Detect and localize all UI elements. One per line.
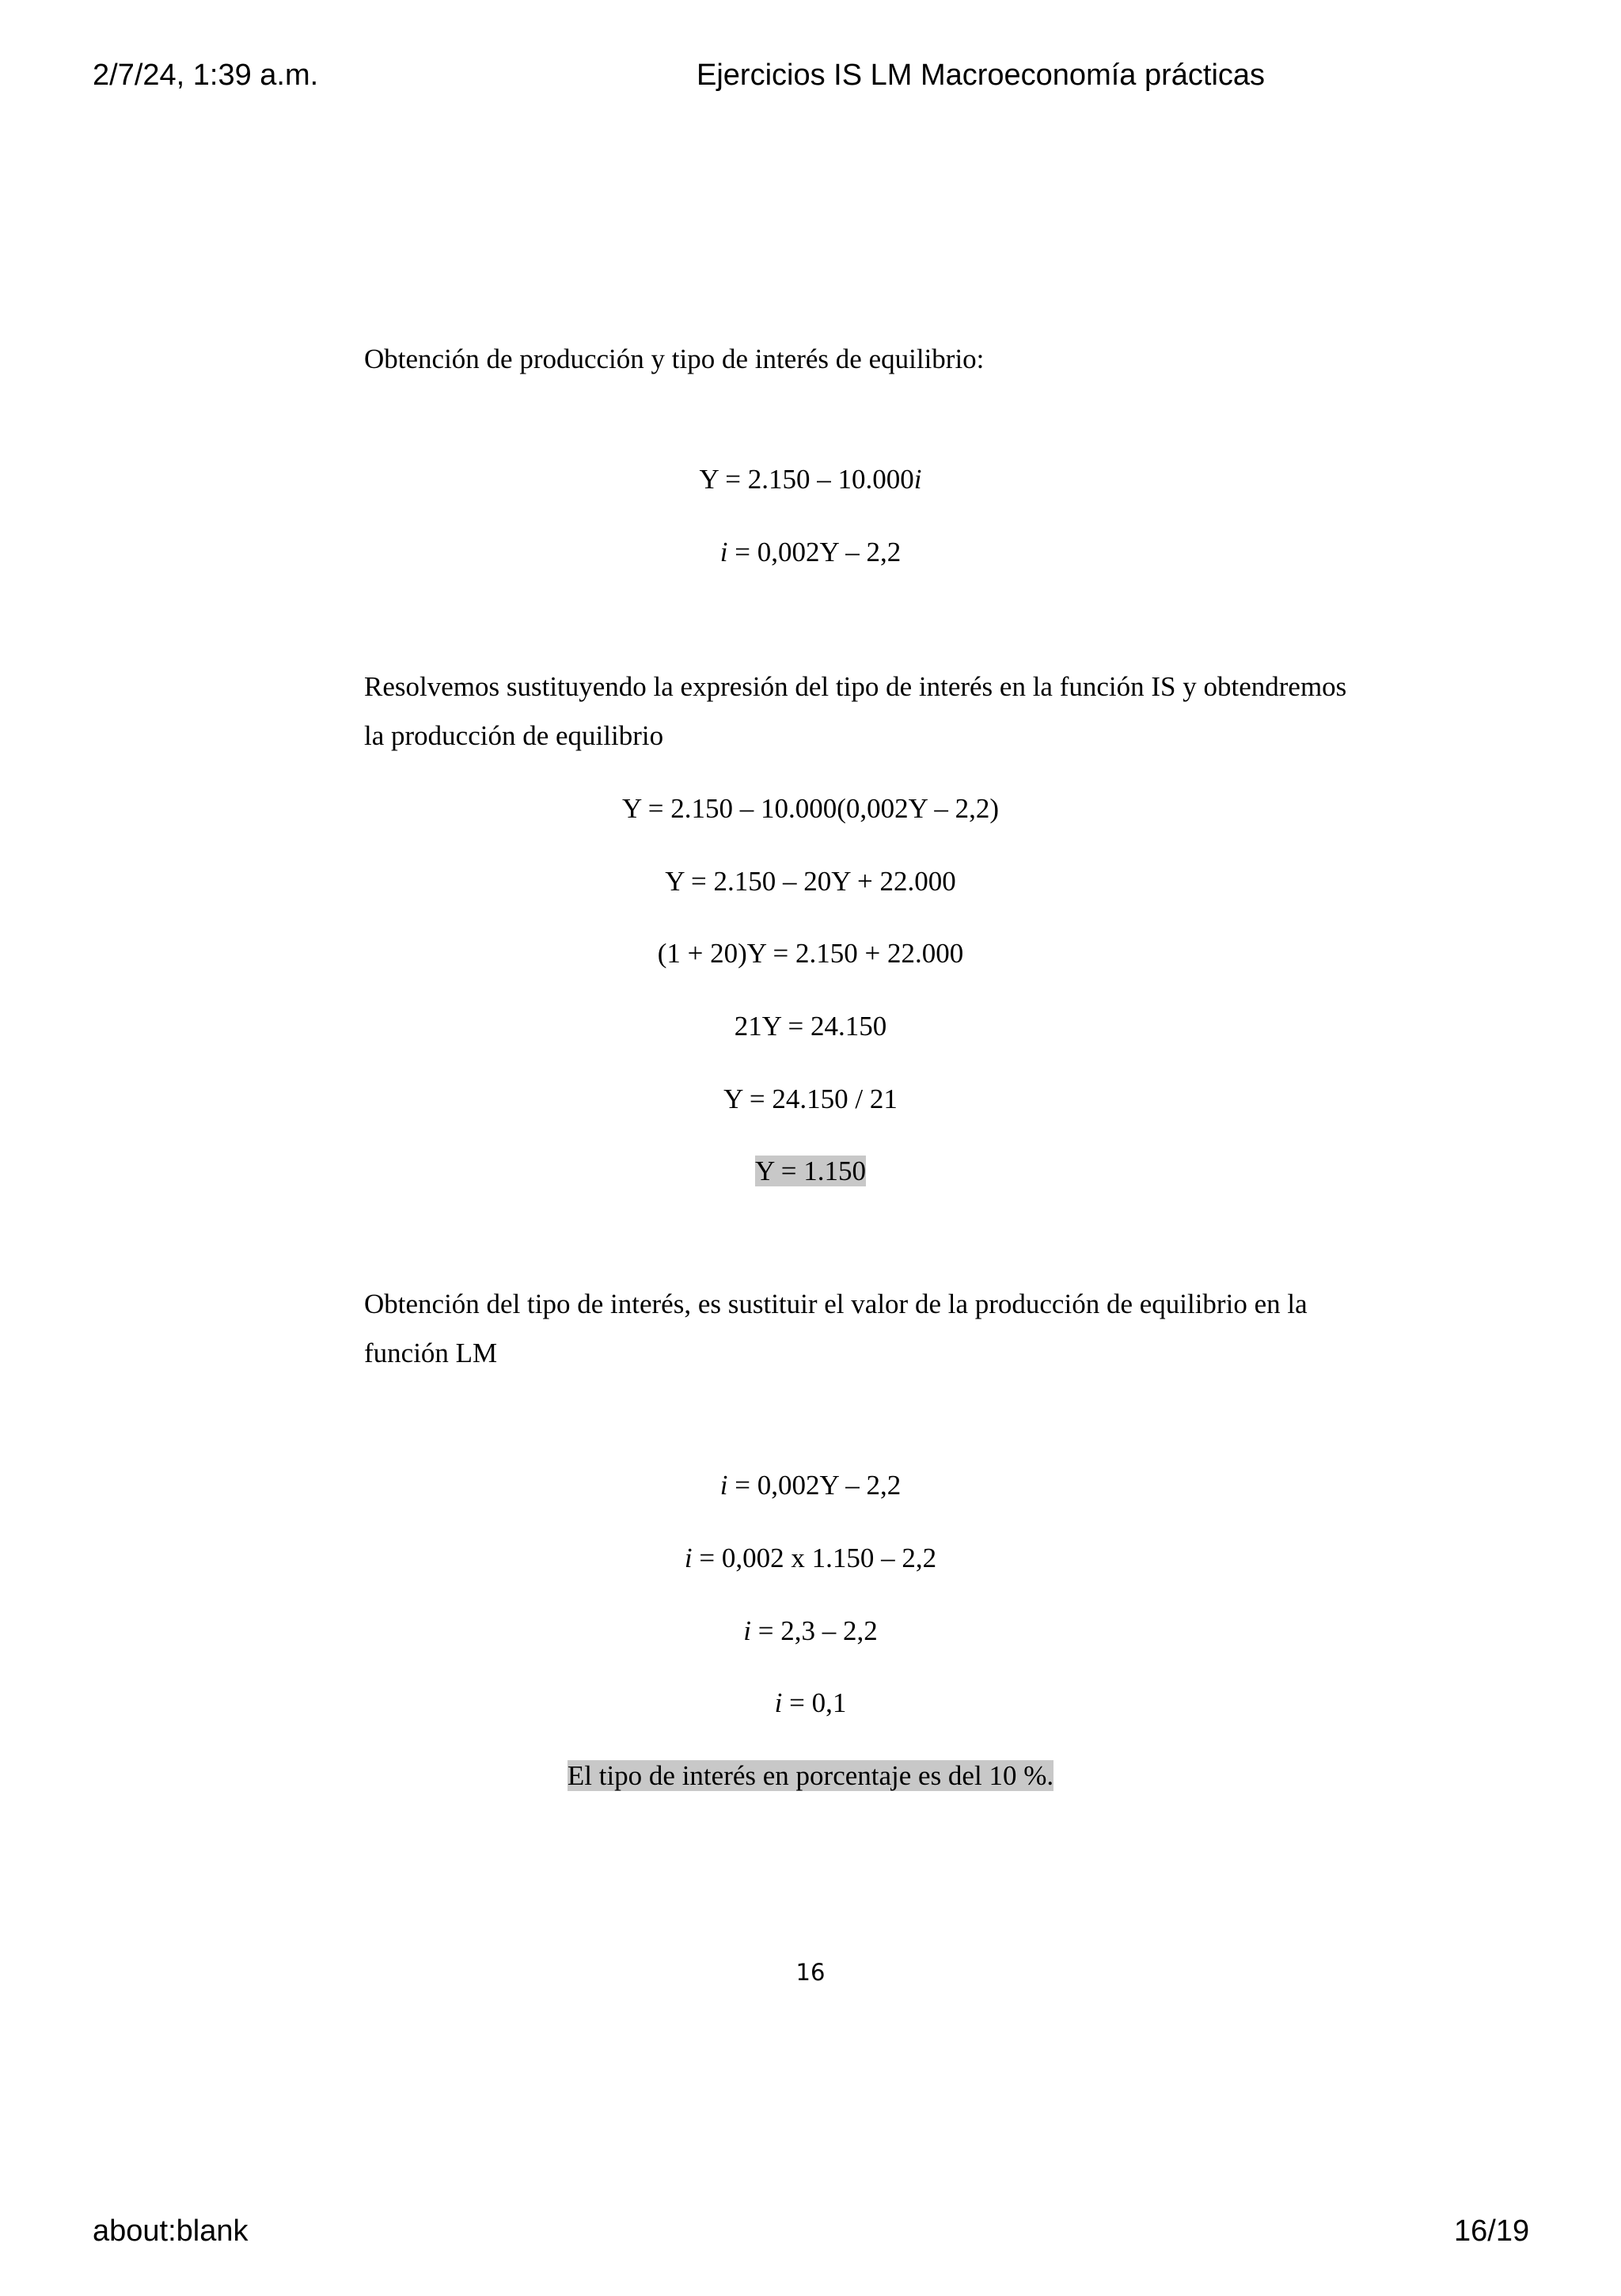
- step-i-3-text: = 2,3 – 2,2: [750, 1615, 878, 1646]
- equation-lm-text: = 0,002Y – 2,2: [727, 537, 902, 567]
- step-i-4: [0, 1686, 1621, 1721]
- interest-var: i: [719, 537, 728, 567]
- interest-var: i: [719, 1470, 728, 1501]
- step-y-5: Y = 24.150 / 21: [723, 1083, 898, 1114]
- interest-var: i: [684, 1543, 693, 1573]
- paragraph-substitution: Resolvemos sustituyendo la expresión del tipo de interés en la función IS y obtendremos la producción de equilibrio: [364, 671, 1347, 751]
- step-i-4-text: = 0,1: [782, 1687, 847, 1718]
- page-number: 16: [795, 1959, 826, 1986]
- interest-var: i: [913, 464, 922, 495]
- print-url: about:blank: [93, 2214, 249, 2248]
- result-y-highlight: Y = 1.150: [755, 1156, 866, 1186]
- step-i-1-text: = 0,002Y – 2,2: [727, 1470, 902, 1501]
- result-i-highlight: El tipo de interés en porcentaje es del 10 %.: [567, 1760, 1054, 1791]
- step-i-3: [0, 1614, 1621, 1649]
- paragraph-interest: Obtención del tipo de interés, es sustituir el valor de la producción de equilibrio en la función LM: [364, 1288, 1308, 1368]
- equation-lm: [0, 535, 1621, 570]
- result-y-row: [0, 1154, 1621, 1189]
- print-title: Ejercicios IS LM Macroeconomía prácticas: [697, 59, 1266, 92]
- interest-var: i: [774, 1687, 783, 1718]
- result-i-row: [0, 1759, 1621, 1793]
- paragraph-intro: Obtención de producción y tipo de interés de equilibrio:: [364, 343, 985, 374]
- step-y-4: 21Y = 24.150: [734, 1011, 887, 1042]
- step-i-2-text: = 0,002 x 1.150 – 2,2: [692, 1543, 937, 1573]
- equation-is-text: Y = 2.150 – 10.000: [699, 464, 914, 495]
- interest-var: i: [743, 1615, 751, 1646]
- step-y-1: Y = 2.150 – 10.000(0,002Y – 2,2): [621, 793, 999, 824]
- print-datetime: 2/7/24, 1:39 a.m.: [93, 59, 319, 92]
- step-i-1: [0, 1468, 1621, 1503]
- step-y-2: Y = 2.150 – 20Y + 22.000: [665, 866, 956, 897]
- step-i-2: [0, 1541, 1621, 1576]
- equation-is: [0, 462, 1621, 497]
- step-y-3: (1 + 20)Y = 2.150 + 22.000: [657, 938, 964, 969]
- print-page-counter: 16/19: [1454, 2214, 1530, 2248]
